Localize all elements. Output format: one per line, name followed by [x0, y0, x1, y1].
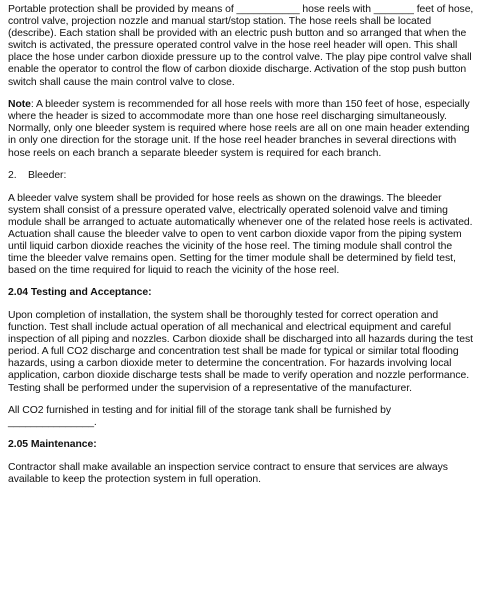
list-item-bleeder: [8, 170, 474, 182]
note-paragraph: [8, 99, 474, 159]
paragraph-portable-protection: Portable protection shall be provided by means of ___________ hose reels with _______ feet of hose, control valve, projection nozzle and manual start/stop station. The hose reels shall be located (describe). Each station shall be provided with an electric push button and so arranged that when the switch is activated, the pressure operated control valve in the hose reel header will open. This shall place the hose under carbon dioxide pressure up to the control valve. The play pipe control valve shall enable the operator to control the flow of carbon dioxide discharge. Activation of the stop push button switch shall cause the main control valve to close.: [8, 4, 474, 88]
paragraph-maintenance: Contractor shall make available an inspection service contract to ensure that services are always available to keep the protection system in full operation.: [8, 461, 448, 485]
section-heading-testing: 2.04 Testing and Acceptance:: [8, 287, 152, 299]
section-heading-maintenance: 2.05 Maintenance:: [8, 439, 97, 451]
list-item-label: Bleeder:: [28, 170, 67, 182]
paragraph-testing: Upon completion of installation, the system shall be thoroughly tested for correct operation and function. Test shall include actual operation of all mechanical and electrical equipment and careful inspection of all piping and nozzles. Carbon dioxide shall be discharged into all hazards during the test period. A full CO2 discharge and concentration test shall be made for typical or similar total flooding hazards, using a carbon dioxide meter to determine the concentration. For hazards involving local application, carbon dioxide discharge tests shall be made to verify operation and nozzle performance. Testing shall be performed under the supervision of a representative of the manufacturer.: [8, 309, 473, 394]
note-label: Note: [8, 99, 31, 111]
paragraph-co2-furnished: All CO2 furnished in testing and for initial fill of the storage tank shall be furnished by _______________.: [8, 405, 392, 429]
list-item-number: 2.: [8, 170, 17, 182]
paragraph-bleeder-system: A bleeder valve system shall be provided for hose reels as shown on the drawings. The bleeder system shall consist of a pressure operated valve, electrically operated solenoid valve and timing module shall be arranged to actuate automatically whenever one of the related hose reels is activated. Actuation shall cause the bleeder valve to open to vent carbon dioxide vapor from the piping system until liquid carbon dioxide reaches the vicinity of the hose reel. The timing module shall control the time the bleeder valve remains open. Setting for the timer module shall be determined by field test, based on the time required for liquid to reach the vicinity of the hose reel.: [8, 192, 473, 277]
note-text: : A bleeder system is recommended for all hose reels with more than 150 feet of hose, especially where the header is sized to accommodate more than one hose reel discharging simultaneously. Normally, only one bleeder system is required where hose reels are all on one main header extending in only one direction for the storage unit. If the hose reel header branches in several directions with hose reels on each branch a separate bleeder system is required for each branch.: [8, 99, 470, 159]
